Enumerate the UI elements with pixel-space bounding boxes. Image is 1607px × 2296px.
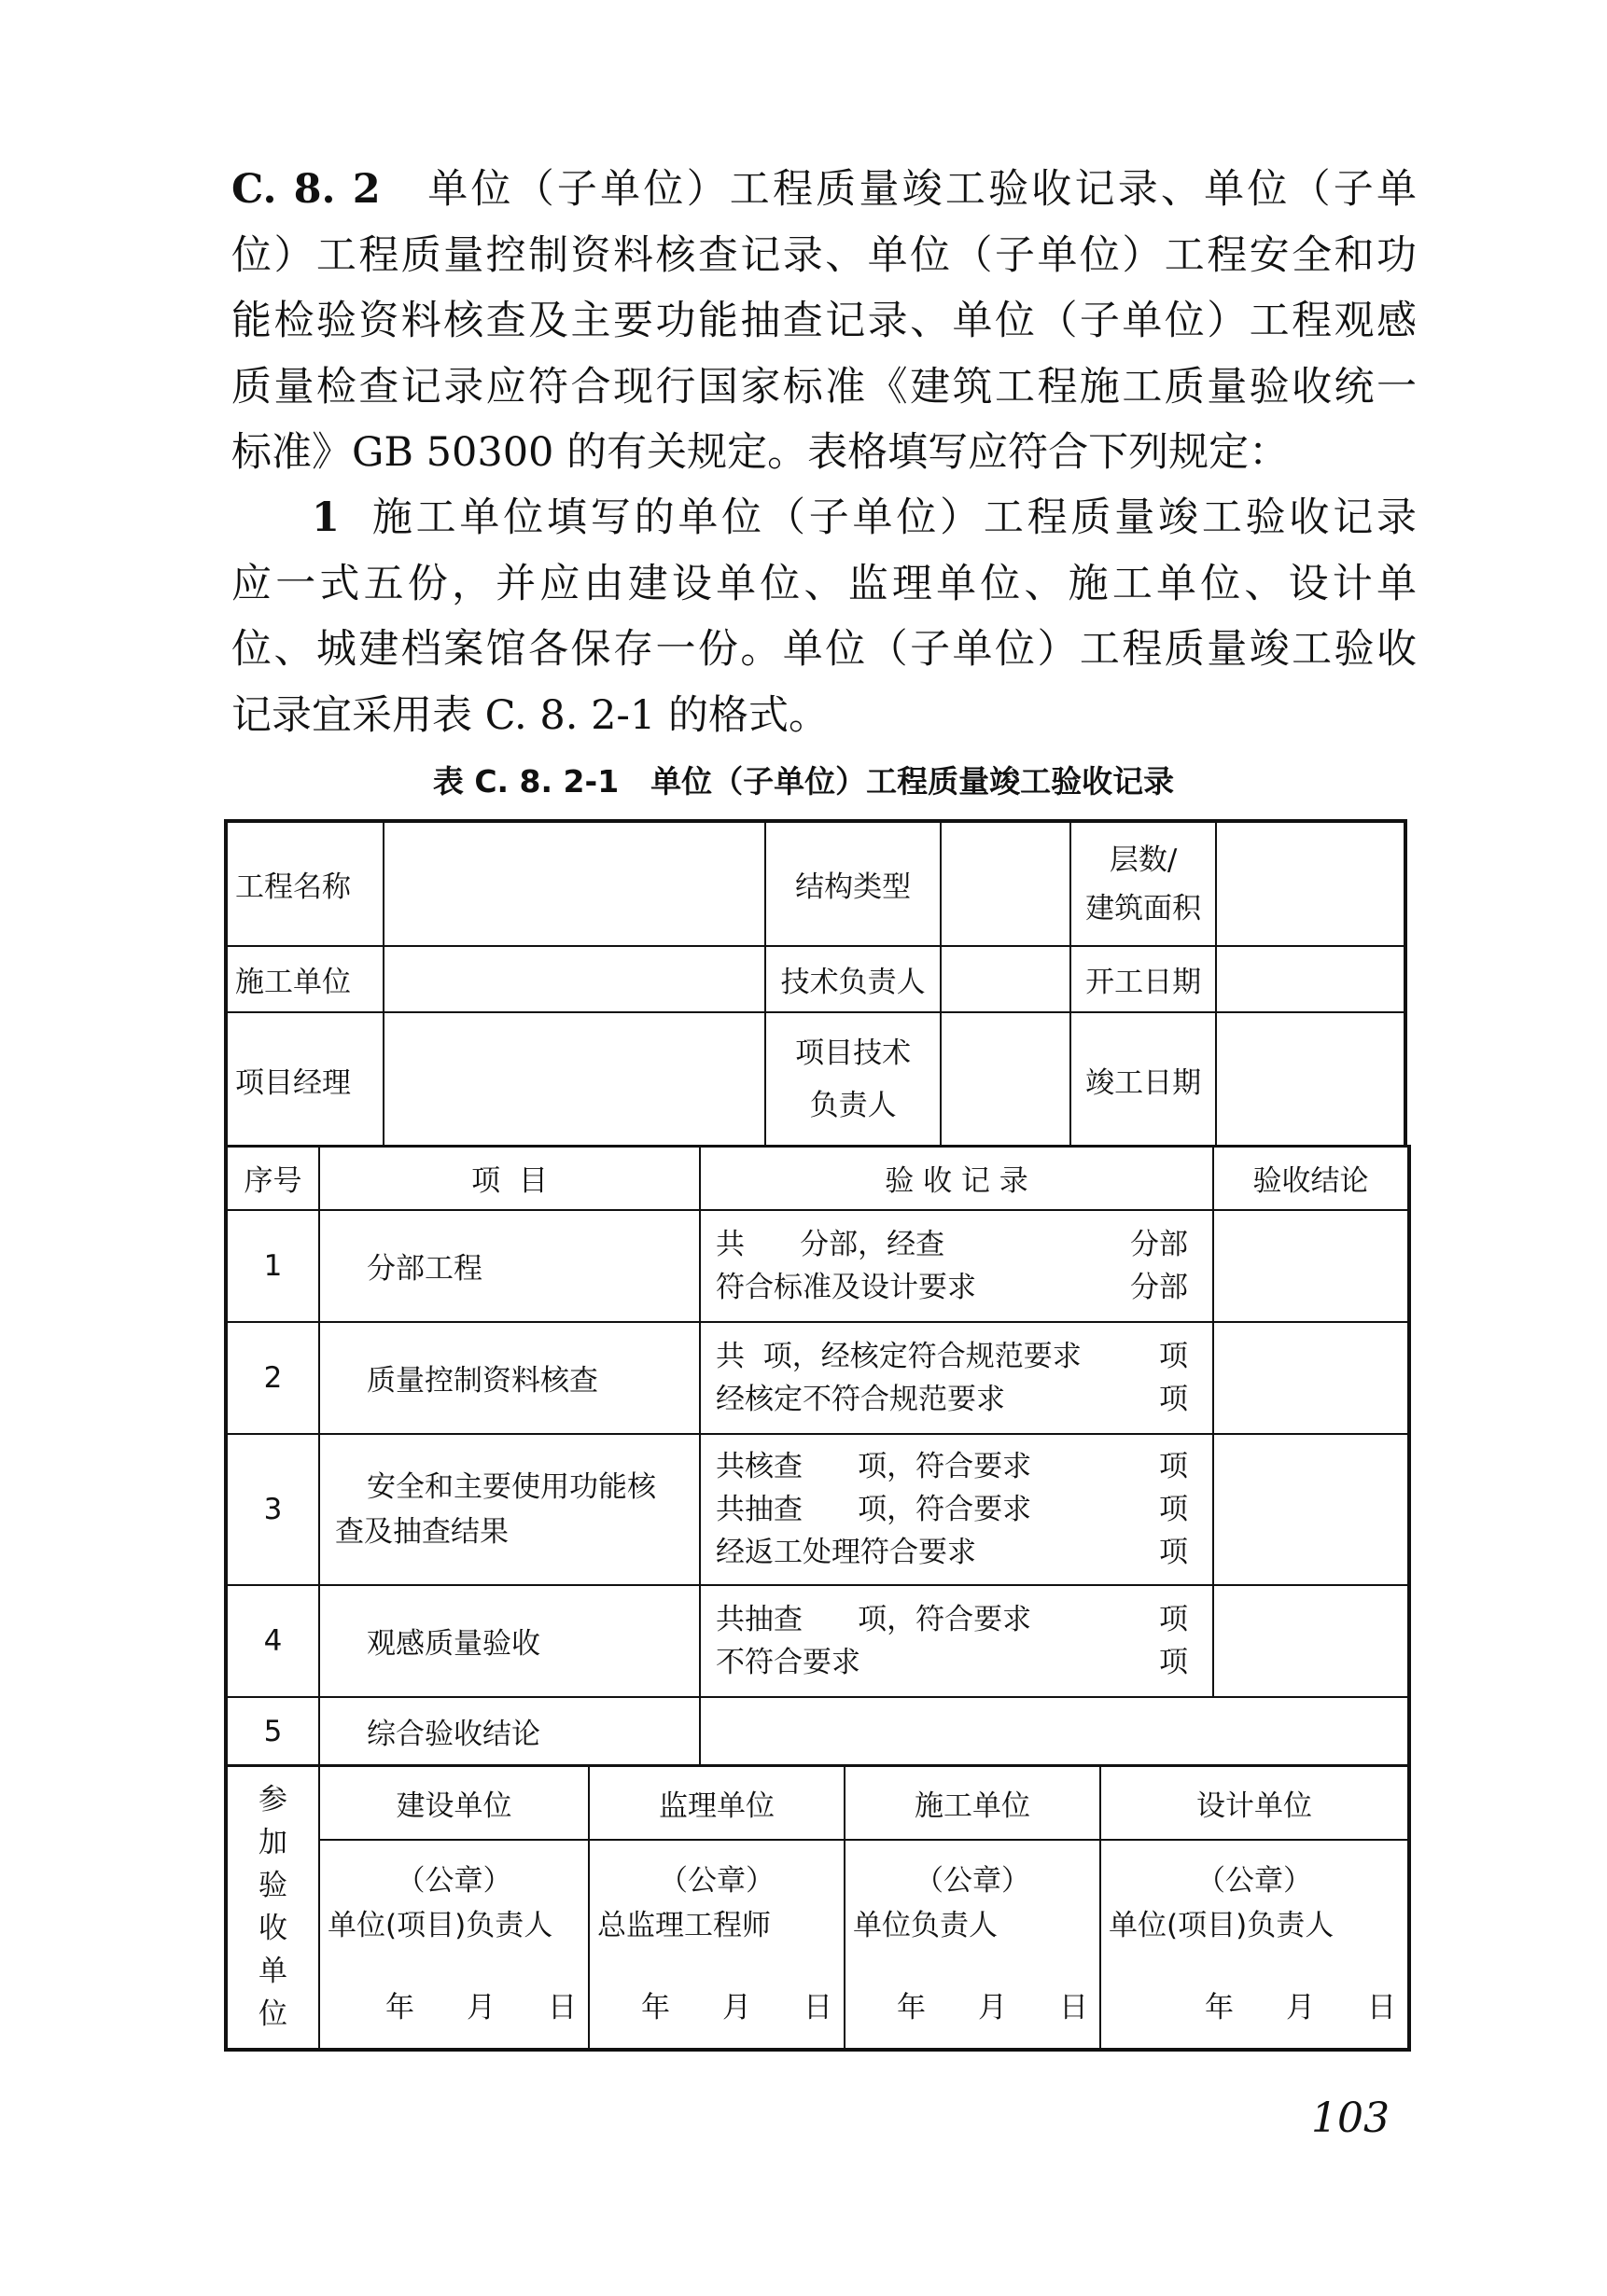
label-structure-type: 结构类型 bbox=[765, 821, 942, 946]
table-caption bbox=[0, 758, 1607, 801]
month-label: 月 bbox=[1286, 1991, 1315, 2025]
field-project-tech-lead[interactable] bbox=[941, 1012, 1069, 1147]
label-project-name: 工程名称 bbox=[226, 821, 384, 946]
record-unit: 分部 bbox=[1130, 1227, 1188, 1261]
day-label: 日 bbox=[1367, 1991, 1396, 2025]
record-text: 共 分部，经查 bbox=[716, 1227, 945, 1261]
page-number: 103 bbox=[1311, 2094, 1390, 2142]
column-header-record: 验 收 记 录 bbox=[700, 1147, 1213, 1210]
record-line bbox=[716, 1598, 1205, 1641]
stamp-label: （公章） bbox=[659, 1864, 775, 1898]
table-row bbox=[226, 821, 1405, 946]
record-line bbox=[716, 1223, 1205, 1266]
label-floors-area bbox=[1070, 821, 1216, 946]
text-line: 记录宜采用表 C. 8. 2-1 的格式。 bbox=[231, 691, 829, 739]
year-label: 年 bbox=[1205, 1991, 1234, 2025]
signer-label: 单位(项目)负责人 bbox=[328, 1909, 553, 1942]
month-label: 月 bbox=[722, 1991, 751, 2025]
table-row bbox=[226, 1012, 1405, 1147]
label-completion-date: 竣工日期 bbox=[1070, 1012, 1216, 1147]
paragraph-c-8-2 bbox=[231, 157, 1417, 486]
label-project-tech-lead bbox=[765, 1012, 942, 1147]
row-item bbox=[319, 1434, 700, 1585]
text-line: 位）工程质量控制资料核查记录、单位（子单位）工程安全和功 bbox=[231, 231, 1417, 279]
label-char: 位 bbox=[259, 1997, 287, 2031]
table-number: 表 C. 8. 2-1 bbox=[432, 763, 620, 800]
field-structure-type[interactable] bbox=[941, 821, 1069, 946]
table-title: 单位（子单位）工程质量竣工验收记录 bbox=[650, 763, 1175, 800]
year-label: 年 bbox=[897, 1991, 926, 2025]
text-line: 标准》GB 50300 的有关规定。表格填写应符合下列规定： bbox=[231, 429, 1290, 476]
row-number: 1 bbox=[226, 1210, 319, 1322]
record-text: 共抽查 项，符合要求 bbox=[716, 1492, 1032, 1526]
row-record[interactable] bbox=[700, 1210, 1213, 1322]
record-unit: 项 bbox=[1159, 1339, 1188, 1373]
record-unit: 项 bbox=[1159, 1645, 1188, 1679]
label-part: 负责人 bbox=[809, 1089, 897, 1122]
unit-name-contractor: 施工单位 bbox=[845, 1765, 1100, 1840]
record-unit: 项 bbox=[1159, 1535, 1188, 1569]
row-conclusion[interactable] bbox=[1213, 1434, 1409, 1585]
label-floors: 层数/ bbox=[1109, 842, 1178, 877]
table-row bbox=[226, 946, 1405, 1012]
record-text: 不符合要求 bbox=[716, 1645, 860, 1679]
text-line: 质量检查记录应符合现行国家标准《建筑工程施工质量验收统一 bbox=[231, 363, 1417, 410]
unit-name-supervision: 监理单位 bbox=[589, 1765, 845, 1840]
row-record[interactable] bbox=[700, 1434, 1213, 1585]
stamp-label: （公章） bbox=[1196, 1864, 1312, 1898]
signature-cell-construction[interactable] bbox=[319, 1840, 589, 2050]
row-item: 质量控制资料核查 bbox=[319, 1322, 700, 1434]
participants-side-label bbox=[226, 1765, 319, 2050]
row-item-line: 安全和主要使用功能核 bbox=[367, 1469, 656, 1504]
table-row bbox=[226, 1210, 1409, 1322]
label-contractor: 施工单位 bbox=[226, 946, 384, 1012]
row-record[interactable] bbox=[700, 1322, 1213, 1434]
signature-cell-design[interactable] bbox=[1100, 1840, 1409, 2050]
paragraph-item-1 bbox=[231, 485, 1417, 748]
record-line bbox=[716, 1531, 1205, 1574]
label-area: 建筑面积 bbox=[1085, 891, 1202, 925]
row-final-conclusion[interactable] bbox=[700, 1697, 1409, 1766]
text-line: 应一式五份，并应由建设单位、监理单位、施工单位、设计单 bbox=[231, 560, 1417, 607]
row-conclusion[interactable] bbox=[1213, 1322, 1409, 1434]
participants-table bbox=[224, 1764, 1411, 2052]
record-text: 经返工处理符合要求 bbox=[716, 1535, 976, 1569]
month-label: 月 bbox=[978, 1991, 1007, 2025]
table-row bbox=[226, 1697, 1409, 1766]
label-char: 加 bbox=[259, 1826, 287, 1859]
text-segment: 单位（子单位）工程质量竣工验收记录、单位（子单 bbox=[427, 166, 1418, 213]
table-row bbox=[226, 1322, 1409, 1434]
row-number: 4 bbox=[226, 1585, 319, 1697]
table-row bbox=[226, 1840, 1409, 2050]
label-char: 参 bbox=[259, 1783, 287, 1816]
record-text: 共抽查 项，符合要求 bbox=[716, 1602, 1032, 1636]
record-text: 经核定不符合规范要求 bbox=[716, 1382, 1005, 1416]
month-label: 月 bbox=[467, 1991, 496, 2025]
field-floors-area[interactable] bbox=[1216, 821, 1405, 946]
date-line bbox=[328, 1985, 580, 2030]
row-item-line: 查及抽查结果 bbox=[335, 1514, 509, 1549]
record-unit: 项 bbox=[1159, 1602, 1188, 1636]
date-line bbox=[853, 1985, 1092, 2030]
record-text: 符合标准及设计要求 bbox=[716, 1270, 976, 1304]
label-part: 项目技术 bbox=[795, 1037, 912, 1070]
row-conclusion[interactable] bbox=[1213, 1585, 1409, 1697]
clause-number: C. 8. 2 bbox=[231, 166, 381, 213]
signature-cell-supervision[interactable] bbox=[589, 1840, 845, 2050]
unit-name-design: 设计单位 bbox=[1100, 1765, 1409, 1840]
field-contractor[interactable] bbox=[384, 946, 765, 1012]
field-completion-date[interactable] bbox=[1216, 1012, 1405, 1147]
text-line bbox=[231, 157, 1417, 223]
record-unit: 分部 bbox=[1130, 1270, 1188, 1304]
text-segment: 施工单位填写的单位（子单位）工程质量竣工验收记录 bbox=[371, 494, 1417, 541]
table-row bbox=[226, 1765, 1409, 1840]
date-line bbox=[1109, 1985, 1400, 2030]
record-line bbox=[716, 1445, 1205, 1488]
label-char: 单 bbox=[259, 1955, 287, 1988]
label-char: 收 bbox=[259, 1912, 287, 1945]
record-line bbox=[716, 1488, 1205, 1531]
record-unit: 项 bbox=[1159, 1382, 1188, 1416]
record-line bbox=[716, 1641, 1205, 1684]
row-item: 综合验收结论 bbox=[319, 1697, 700, 1766]
column-header-item: 项 目 bbox=[319, 1147, 700, 1210]
table-row bbox=[226, 1434, 1409, 1585]
record-unit: 项 bbox=[1159, 1492, 1188, 1526]
signature-cell-contractor[interactable] bbox=[845, 1840, 1100, 2050]
row-number: 2 bbox=[226, 1322, 319, 1434]
date-line bbox=[597, 1985, 836, 2030]
day-label: 日 bbox=[804, 1991, 832, 2025]
label-project-manager: 项目经理 bbox=[226, 1012, 384, 1147]
record-unit: 项 bbox=[1159, 1449, 1188, 1483]
year-label: 年 bbox=[641, 1991, 670, 2025]
label-start-date: 开工日期 bbox=[1070, 946, 1216, 1012]
row-number: 5 bbox=[226, 1697, 319, 1766]
acceptance-record-table bbox=[224, 1145, 1411, 1767]
column-header-conclusion: 验收结论 bbox=[1213, 1147, 1409, 1210]
row-record[interactable] bbox=[700, 1585, 1213, 1697]
row-conclusion[interactable] bbox=[1213, 1210, 1409, 1322]
column-header-no: 序号 bbox=[226, 1147, 319, 1210]
field-tech-lead[interactable] bbox=[941, 946, 1069, 1012]
record-line bbox=[716, 1266, 1205, 1309]
field-project-manager[interactable] bbox=[384, 1012, 765, 1147]
text-line bbox=[231, 485, 1417, 551]
day-label: 日 bbox=[1059, 1991, 1088, 2025]
record-line bbox=[716, 1378, 1205, 1421]
day-label: 日 bbox=[548, 1991, 577, 2025]
row-item: 观感质量验收 bbox=[319, 1585, 700, 1697]
text-line: 位、城建档案馆各保存一份。单位（子单位）工程质量竣工验收 bbox=[231, 626, 1417, 673]
table-row bbox=[226, 1585, 1409, 1697]
item-number: 1 bbox=[312, 494, 340, 541]
signer-label: 单位负责人 bbox=[853, 1909, 998, 1942]
year-label: 年 bbox=[385, 1991, 414, 2025]
signer-label: 总监理工程师 bbox=[597, 1909, 771, 1942]
project-info-table bbox=[224, 819, 1407, 1148]
record-line bbox=[716, 1335, 1205, 1378]
stamp-label: （公章） bbox=[396, 1864, 512, 1898]
row-item: 分部工程 bbox=[319, 1210, 700, 1322]
field-project-name[interactable] bbox=[384, 821, 765, 946]
label-tech-lead: 技术负责人 bbox=[765, 946, 942, 1012]
record-text: 共核查 项，符合要求 bbox=[716, 1449, 1032, 1483]
record-text: 共 项，经核定符合规范要求 bbox=[716, 1339, 1082, 1373]
stamp-label: （公章） bbox=[915, 1864, 1030, 1898]
table-header-row bbox=[226, 1147, 1409, 1210]
signer-label: 单位(项目)负责人 bbox=[1109, 1909, 1335, 1942]
unit-name-construction: 建设单位 bbox=[319, 1765, 589, 1840]
text-line: 能检验资料核查及主要功能抽查记录、单位（子单位）工程观感 bbox=[231, 298, 1417, 344]
label-char: 验 bbox=[259, 1869, 287, 1902]
field-start-date[interactable] bbox=[1216, 946, 1405, 1012]
row-number: 3 bbox=[226, 1434, 319, 1585]
